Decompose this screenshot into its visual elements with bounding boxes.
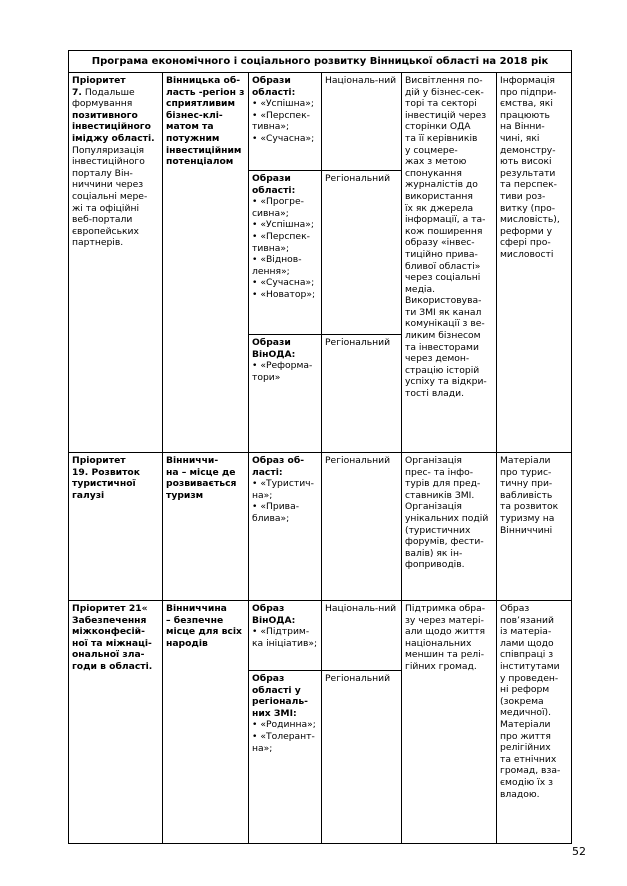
- priority-1-description: Популяризація інвестиційного порталу Він- ниччини через соціальні мере- жі та офіційні веб-портали європейських партнерів.: [72, 144, 148, 249]
- page-number: 52: [572, 845, 586, 858]
- image-cell-3-2: Образ області у регіональ- них ЗМІ: • «Родинна»; • «Толерант- на»;: [249, 671, 322, 844]
- tools-cell-3: Підтримка обра- зу через матері- али щодо життя національних меншин та релі- гійних громад.: [402, 601, 497, 844]
- level-cell-1-1: Національ-ний: [322, 73, 402, 171]
- level-cell-1-3: Регіональний: [322, 335, 402, 453]
- theme-cell-2: Вінниччи- на – місце де розвивається туризм: [163, 453, 249, 601]
- level-cell-3-1: Національ-ний: [322, 601, 402, 671]
- program-table-wrapper: [68, 50, 571, 843]
- image-cell-1-2: Образи області: • «Прогре- сивна»; • «Успішна»; • «Перспек- тивна»; • «Віднов- лення»; • «Сучасна»; • «Новатор»;: [249, 171, 322, 335]
- theme-cell-1: Вінницька об- ласть -регіон з сприятливим бізнес-клі- матом та потужним інвестиційним потенціалом: [163, 73, 249, 453]
- tools-cell-2: Організація прес- та інфо- турів для пред- ставників ЗМІ. Організація унікальних подій (туристичних форумів, фести- валів) як ін- фоприводів.: [402, 453, 497, 601]
- priority-cell-2: Пріоритет 19. Розвиток туристичної галузі: [69, 453, 163, 601]
- result-cell-3: Образ пов’язаний із матеріа- лами щодо співпраці з інститутами у проведен- ні реформ (зокрема медичної). Матеріали про життя релігійних та етнічних громад, вза- ємодію їх з владою.: [497, 601, 572, 844]
- tools-cell-1: Висвітлення по- дій у бізнес-сек- торі та секторі інвестицій через сторінки ОДА та її керівників у соцмере- жах з метою спонукання журналістів до використання їх як джерела інформації, а та- кож поширення образу «інвес- тиційно прива- бливої області» через соціальні медіа. Використовува- ти ЗМІ як канал комунікації з ве- ликим бізнесом та інвесторами через демон- страцію історій успіху та відкри- тості влади.: [402, 73, 497, 453]
- result-cell-2: Матеріали про турис- тичну при- вабливість та розвиток туризму на Вінниччині: [497, 453, 572, 601]
- result-cell-1: Інформація про підпри- ємства, які працюють на Вінни- чині, які демонстру- ють високі результати та перспек- тиви роз- витку (про- мисловість), реформи у сфері про- мисловості: [497, 73, 572, 453]
- image-cell-1-1: Образи області: • «Успішна»; • «Перспек- тивна»; • «Сучасна»;: [249, 73, 322, 171]
- image-cell-2-1: Образ об- ласті: • «Туристич- на»; • «Прива- блива»;: [249, 453, 322, 601]
- level-cell-3-2: Регіональний: [322, 671, 402, 844]
- priority-cell-3: Пріоритет 21« Забезпечення міжконфесій- ної та міжнаці- ональної зла- годи в області.: [69, 601, 163, 844]
- priority-cell-1: Пріоритет 7. Подальше формування позитивного інвестиційного іміджу області. Популяризація інвестиційного порталу Він- ниччини через соціальні мере- жі та офіційні веб-портали європейських партнерів.: [69, 73, 163, 453]
- level-cell-2-1: Регіональний: [322, 453, 402, 601]
- image-cell-3-1: Образ ВінОДА: • «Підтрим- ка ініціатив»;: [249, 601, 322, 671]
- program-table: [68, 50, 572, 844]
- priority-1-bold: позитивного інвестиційного іміджу області.: [72, 109, 155, 144]
- table-title: Програма економічного і соціального розвитку Вінницької області на 2018 рік: [69, 51, 572, 73]
- theme-cell-3: Вінниччина – безпечне місце для всіх народів: [163, 601, 249, 844]
- image-cell-1-3: Образи ВінОДА: • «Реформа- тори»: [249, 335, 322, 453]
- level-cell-1-2: Регіональний: [322, 171, 402, 335]
- priority-1-title: Пріоритет 7.: [72, 75, 126, 98]
